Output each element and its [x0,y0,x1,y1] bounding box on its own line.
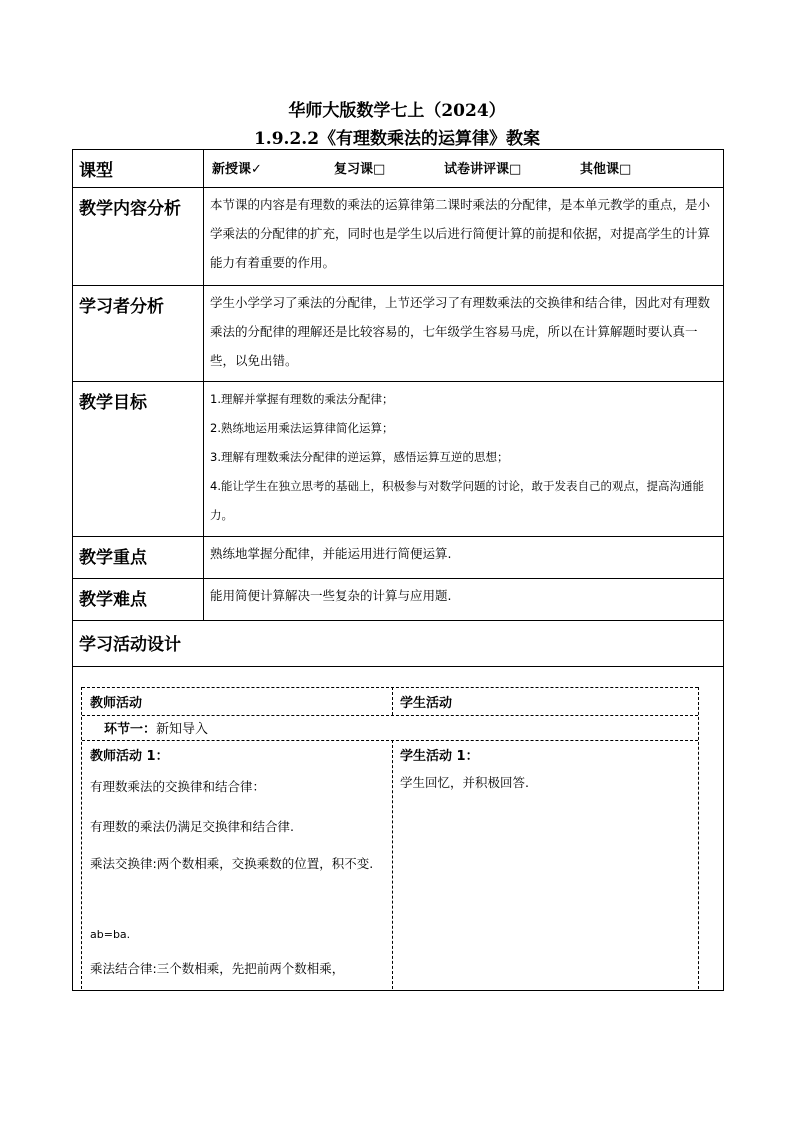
divider [392,740,393,989]
teacher-line: ab=ba. [90,928,131,941]
student-activity-header: 学生活动 [400,696,453,711]
objective-item: 3.理解有理数乘法分配律的逆运算，感悟运算互逆的思想； [210,450,509,464]
learner-analysis-label: 学习者分析 [73,286,204,382]
teacher-line: 有理数乘法的交换律和结合律： [90,779,266,794]
objective-item: 2.熟练地运用乘法运算律简化运算； [210,421,394,435]
divider [392,687,393,715]
content-analysis-text: 本节课的内容是有理数的乘法的运算律第二课时乘法的分配律，是本单元教学的重点，是小学乘法的分配律的扩充，同时也是学生以后进行简便计算的前提和依据，对提高学生的计算能力有着重要的作用。 [204,188,724,286]
student-line: 学生回忆，并积极回答. [400,775,529,790]
design-label: 学习活动设计 [79,635,181,655]
objective-item: 4.能让学生在独立思考的基础上，积极参与对数学问题的讨论，敢于发表自己的观点，提高沟通能力。 [210,479,704,522]
option-other: 其他课□ [580,162,632,177]
learner-analysis-text: 学生小学学习了乘法的分配律，上节还学习了有理数乘法的交换律和结合律，因此对有理数乘法的分配律的理解还是比较容易的，七年级学生容易马虎，所以在计算解题时要认真一些，以免出错。 [204,286,724,382]
course-type-label: 课型 [73,150,204,188]
divider [82,687,698,688]
lesson-plan-table [72,149,724,991]
row-content-analysis [73,188,724,286]
document-title: 华师大版数学七上（2024） [288,101,506,121]
key-points-label: 教学重点 [73,537,204,579]
difficulties-label: 教学难点 [73,579,204,621]
stage-one [104,718,208,737]
row-key-points [73,537,724,579]
stage-text: 新知导入 [156,722,209,737]
row-course-type [73,150,724,188]
teacher-line: 乘法交换律:两个数相乘，交换乘数的位置，积不变. [90,856,374,871]
difficulties-text: 能用简便计算解决一些复杂的计算与应用题. [204,579,724,621]
objectives-label: 教学目标 [73,382,204,537]
row-difficulties [73,579,724,621]
teacher-activity-header: 教师活动 [90,696,143,711]
teacher-line: 乘法结合律:三个数相乘，先把前两个数相乘， [90,961,345,976]
content-analysis-label: 教学内容分析 [73,188,204,286]
divider [82,715,698,716]
option-new-lesson: 新授课✓ [212,162,262,177]
row-activities [73,667,724,991]
option-exam-review: 试卷讲评课□ [444,162,522,177]
row-design-header [73,621,724,667]
stage-label: 环节一： [104,722,157,737]
document-subtitle: 1.9.2.2《有理数乘法的运算律》教案 [253,129,541,149]
row-objectives [73,382,724,537]
divider [82,740,698,741]
course-type-options [204,150,723,177]
objective-item: 1.理解并掌握有理数的乘法分配律； [210,392,394,406]
key-points-text: 熟练地掌握分配律，并能运用进行简便运算. [204,537,724,579]
student-activity-title: 学生活动 1： [400,749,479,764]
activity-table [73,667,723,990]
teacher-line: 有理数的乘法仍满足交换律和结合律. [90,819,294,834]
option-review-lesson: 复习课□ [334,162,386,177]
teacher-activity-title: 教师活动 1： [90,749,169,764]
row-learner-analysis [73,286,724,382]
